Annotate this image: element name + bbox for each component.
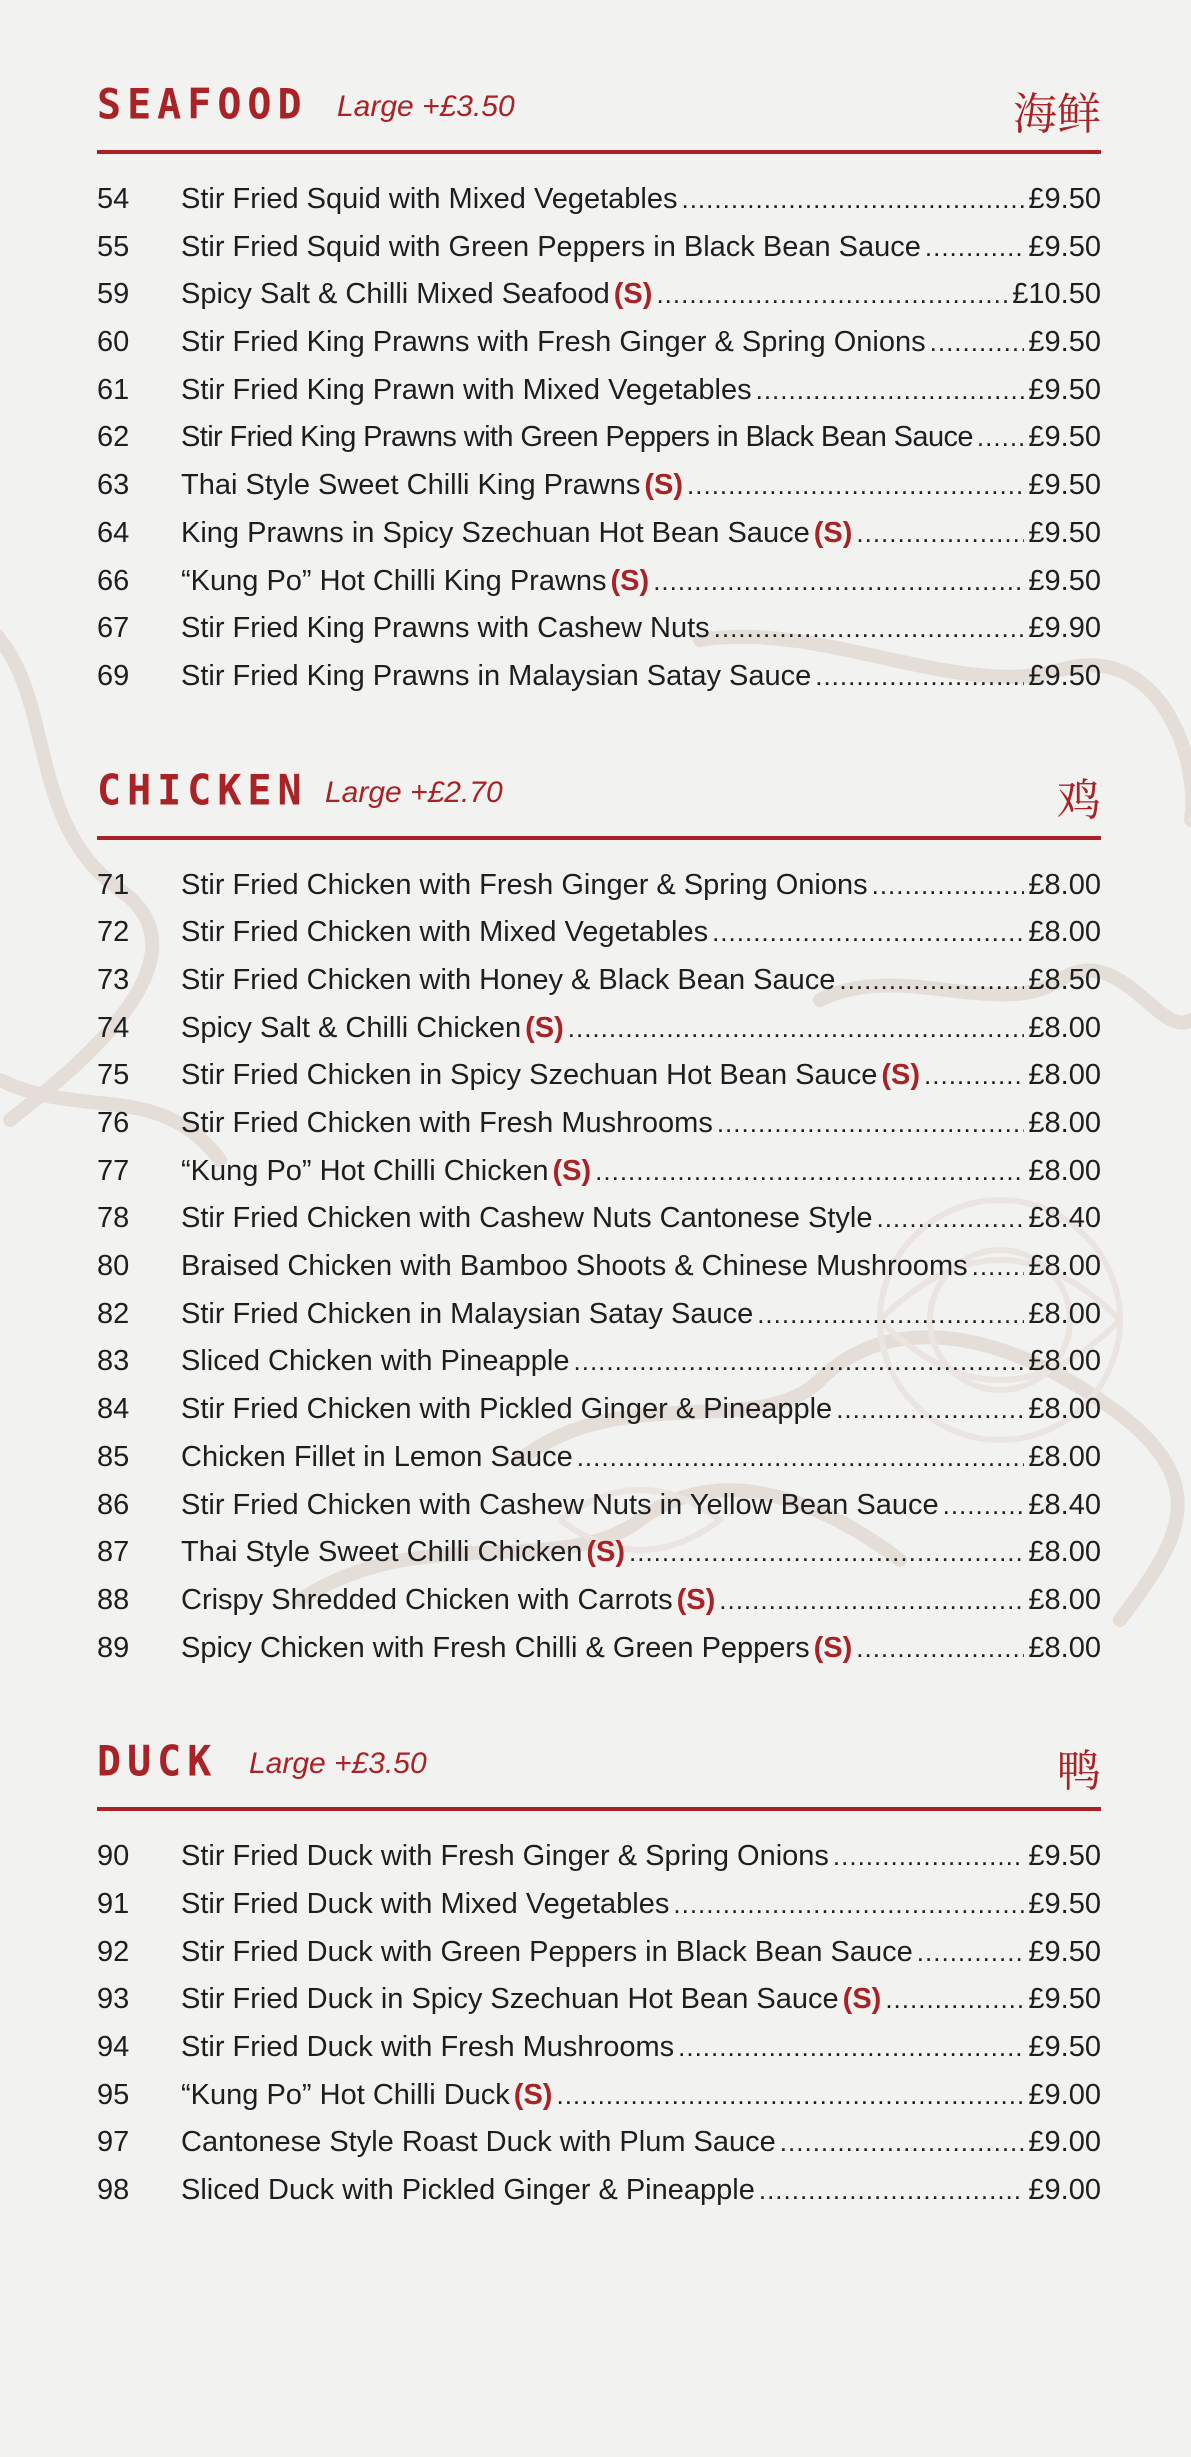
item-number: 72	[97, 916, 130, 949]
dot-leader	[815, 661, 1024, 692]
menu-item	[97, 660, 1101, 708]
menu-item	[97, 278, 1101, 326]
item-name: Stir Fried Chicken with Fresh Mushrooms	[181, 1107, 713, 1139]
menu-page	[97, 0, 1101, 2222]
item-name: Stir Fried King Prawns in Malaysian Satay Sauce	[181, 659, 812, 692]
item-name: Stir Fried Duck with Fresh Mushrooms	[181, 2031, 675, 2063]
item-number: 98	[97, 2174, 130, 2207]
item-number: 78	[97, 1202, 130, 1235]
item-number: 71	[97, 868, 130, 901]
dot-leader	[656, 279, 1008, 310]
dot-leader	[780, 2127, 1025, 2158]
item-name: Stir Fried Chicken with Pickled Ginger & Pineapple	[181, 1393, 833, 1426]
dot-leader	[977, 422, 1025, 453]
menu-item	[97, 1536, 1101, 1584]
menu-item	[97, 517, 1101, 565]
dot-leader	[719, 1585, 1024, 1616]
menu-item	[97, 1155, 1101, 1203]
item-number: 75	[97, 1059, 130, 1092]
item-price: £9.50	[1028, 469, 1101, 502]
item-number: 69	[97, 659, 130, 692]
item-price: £8.00	[1028, 1536, 1101, 1569]
item-name: Stir Fried Chicken with Cashew Nuts in Yellow Bean Sauce	[181, 1488, 939, 1521]
item-price: £9.50	[1028, 1935, 1101, 1968]
item-name: Stir Fried King Prawns with Green Peppers in Black Bean Sauce	[181, 421, 973, 454]
menu-item	[97, 2174, 1101, 2222]
item-name: Stir Fried Chicken with Cashew Nuts Cantonese Style	[181, 1202, 873, 1235]
item-name: Stir Fried Chicken with Honey & Black Bean Sauce	[181, 963, 836, 996]
dot-leader	[681, 184, 1024, 215]
item-name: Stir Fried Duck with Fresh Ginger & Spring Onions	[181, 1840, 829, 1873]
item-number: 94	[97, 2031, 130, 2063]
dot-leader	[856, 1633, 1024, 1664]
section-title: CHICKEN	[97, 766, 308, 815]
item-price: £8.00	[1028, 1393, 1101, 1426]
item-name: Stir Fried Squid with Green Peppers in Black Bean Sauce	[181, 230, 921, 263]
dot-leader	[924, 1060, 1024, 1091]
section-title: DUCK	[97, 1738, 218, 1787]
item-number: 77	[97, 1154, 130, 1187]
item-price: £9.50	[1028, 659, 1101, 692]
item-name: Thai Style Sweet Chilli Chicken	[181, 1536, 583, 1569]
item-price: £9.50	[1028, 421, 1101, 454]
item-price: £9.50	[1028, 326, 1101, 359]
menu-item	[97, 1298, 1101, 1346]
dot-leader	[714, 613, 1025, 644]
item-price: £9.00	[1028, 2126, 1101, 2159]
item-number: 59	[97, 278, 130, 311]
item-name: Sliced Duck with Pickled Ginger & Pineapple	[181, 2174, 755, 2207]
item-name: Stir Fried Duck with Mixed Vegetables	[181, 1887, 670, 1920]
item-number: 73	[97, 963, 130, 996]
item-number: 80	[97, 1250, 130, 1283]
item-number: 91	[97, 1887, 130, 1920]
dot-leader	[876, 1203, 1024, 1234]
item-price: £9.50	[1028, 183, 1101, 215]
item-price: £10.50	[1012, 278, 1101, 311]
dot-leader	[556, 2080, 1024, 2111]
section-header	[97, 1725, 1101, 1811]
item-price: £9.00	[1028, 2078, 1101, 2111]
menu-item	[97, 1936, 1101, 1984]
spicy-badge: (S)	[644, 469, 684, 502]
item-number: 55	[97, 230, 130, 263]
item-number: 74	[97, 1011, 130, 1044]
dot-leader	[925, 232, 1025, 263]
item-number: 84	[97, 1393, 130, 1426]
section-chicken	[97, 754, 1101, 1680]
item-name: Stir Fried Chicken in Malaysian Satay Sauce	[181, 1297, 754, 1330]
item-price: £8.00	[1028, 1107, 1101, 1139]
menu-item	[97, 1489, 1101, 1537]
spicy-badge: (S)	[813, 516, 853, 549]
item-number: 76	[97, 1107, 130, 1139]
dot-leader	[595, 1156, 1024, 1187]
item-number: 95	[97, 2078, 130, 2111]
item-price: £9.50	[1028, 2031, 1101, 2063]
item-name: Spicy Salt & Chilli Mixed Seafood	[181, 278, 610, 311]
item-number: 89	[97, 1631, 130, 1664]
spicy-badge: (S)	[513, 2078, 553, 2111]
item-number: 90	[97, 1840, 130, 1873]
dot-leader	[574, 1346, 1025, 1377]
menu-item	[97, 374, 1101, 422]
dot-leader	[917, 1937, 1025, 1968]
section-seafood	[97, 68, 1101, 708]
menu-item	[97, 1632, 1101, 1680]
item-name: Sliced Chicken with Pineapple	[181, 1345, 570, 1378]
spicy-badge: (S)	[586, 1536, 625, 1569]
dot-leader	[678, 2032, 1024, 2063]
item-number: 93	[97, 1983, 130, 2016]
large-price-note: Large +£2.70	[325, 775, 503, 809]
item-number: 97	[97, 2126, 130, 2159]
chinese-title: 鸡	[1057, 774, 1101, 826]
item-price: £9.50	[1028, 564, 1101, 597]
item-number: 62	[97, 421, 130, 454]
item-number: 86	[97, 1488, 130, 1521]
dot-leader	[712, 917, 1024, 948]
menu-item	[97, 1059, 1101, 1107]
item-name: Braised Chicken with Bamboo Shoots & Chinese Mushrooms	[181, 1250, 968, 1283]
item-name: Chicken Fillet in Lemon Sauce	[181, 1440, 573, 1473]
section-title: SEAFOOD	[97, 80, 308, 130]
item-price: £8.00	[1028, 1250, 1101, 1283]
item-name: Stir Fried Squid with Mixed Vegetables	[181, 183, 678, 215]
item-price: £8.00	[1028, 916, 1101, 949]
item-number: 82	[97, 1297, 130, 1330]
item-number: 66	[97, 564, 130, 597]
menu-item	[97, 1584, 1101, 1632]
menu-item	[97, 916, 1101, 964]
section-header	[97, 754, 1101, 840]
spicy-badge: (S)	[676, 1583, 716, 1616]
menu-item	[97, 2031, 1101, 2079]
item-name: “Kung Po” Hot Chilli Chicken	[181, 1154, 549, 1187]
dot-leader	[930, 327, 1025, 358]
item-number: 64	[97, 516, 130, 549]
menu-item	[97, 2079, 1101, 2127]
dot-leader	[629, 1537, 1024, 1568]
dot-leader	[756, 375, 1025, 406]
item-price: £8.00	[1028, 868, 1101, 901]
menu-item	[97, 565, 1101, 613]
spicy-badge: (S)	[525, 1011, 564, 1044]
spicy-badge: (S)	[813, 1631, 853, 1664]
chinese-title: 鸭	[1057, 1746, 1101, 1798]
item-price: £8.40	[1028, 1202, 1101, 1235]
item-price: £9.50	[1028, 1840, 1101, 1873]
dot-leader	[568, 1013, 1025, 1044]
item-price: £8.00	[1028, 1440, 1101, 1473]
menu-item	[97, 1202, 1101, 1250]
item-name: Stir Fried Chicken with Fresh Ginger & Spring Onions	[181, 868, 868, 901]
item-number: 67	[97, 612, 130, 645]
item-price: £8.00	[1028, 1011, 1101, 1044]
section-header	[97, 68, 1101, 154]
spicy-badge: (S)	[552, 1154, 592, 1187]
dot-leader	[839, 965, 1024, 996]
menu-item	[97, 964, 1101, 1012]
item-list	[97, 869, 1101, 1680]
menu-item	[97, 1888, 1101, 1936]
section-duck	[97, 1725, 1101, 2222]
dot-leader	[577, 1442, 1025, 1473]
item-name: King Prawns in Spicy Szechuan Hot Bean Sauce	[181, 516, 810, 549]
item-price: £8.00	[1028, 1297, 1101, 1330]
item-number: 88	[97, 1583, 130, 1616]
menu-item	[97, 1345, 1101, 1393]
item-price: £8.50	[1028, 963, 1101, 996]
item-price: £9.50	[1028, 1983, 1101, 2016]
item-name: Stir Fried Chicken in Spicy Szechuan Hot Bean Sauce	[181, 1059, 878, 1092]
dot-leader	[757, 1299, 1024, 1330]
item-name: Stir Fried Duck in Spicy Szechuan Hot Bean Sauce	[181, 1983, 839, 2016]
item-price: £9.50	[1028, 373, 1101, 406]
dot-leader	[673, 1889, 1024, 1920]
dot-leader	[833, 1841, 1025, 1872]
menu-item	[97, 869, 1101, 917]
item-name: Stir Fried Duck with Green Peppers in Black Bean Sauce	[181, 1935, 913, 1968]
item-price: £9.90	[1028, 612, 1101, 645]
item-list	[97, 183, 1101, 708]
item-name: Cantonese Style Roast Duck with Plum Sauce	[181, 2126, 776, 2159]
item-price: £8.00	[1028, 1059, 1101, 1092]
item-name: Stir Fried King Prawns with Cashew Nuts	[181, 612, 710, 645]
item-price: £9.00	[1028, 2174, 1101, 2207]
dot-leader	[972, 1251, 1025, 1282]
item-name: “Kung Po” Hot Chilli King Prawns	[181, 564, 607, 597]
menu-item	[97, 1840, 1101, 1888]
item-number: 60	[97, 326, 130, 359]
item-price: £8.00	[1028, 1154, 1101, 1187]
item-name: Stir Fried King Prawns with Fresh Ginger & Spring Onions	[181, 326, 926, 359]
item-number: 92	[97, 1935, 130, 1968]
dot-leader	[759, 2175, 1025, 2206]
menu-item	[97, 2126, 1101, 2174]
item-number: 63	[97, 469, 130, 502]
item-price: £9.50	[1028, 1887, 1101, 1920]
item-price: £8.00	[1028, 1583, 1101, 1616]
dot-leader	[885, 1984, 1024, 2015]
item-price: £9.50	[1028, 516, 1101, 549]
item-name: Thai Style Sweet Chilli King Prawns	[181, 469, 641, 502]
item-number: 85	[97, 1440, 130, 1473]
spicy-badge: (S)	[610, 564, 650, 597]
dot-leader	[872, 870, 1025, 901]
item-price: £8.00	[1028, 1631, 1101, 1664]
dot-leader	[653, 566, 1024, 597]
spicy-badge: (S)	[613, 278, 653, 311]
dot-leader	[687, 470, 1024, 501]
menu-item	[97, 231, 1101, 279]
menu-item	[97, 1012, 1101, 1060]
menu-item	[97, 1107, 1101, 1155]
item-name: Stir Fried King Prawn with Mixed Vegetables	[181, 373, 752, 406]
spicy-badge: (S)	[881, 1059, 921, 1092]
item-name: “Kung Po” Hot Chilli Duck	[181, 2078, 510, 2111]
dot-leader	[836, 1394, 1024, 1425]
menu-item	[97, 1250, 1101, 1298]
item-price: £8.00	[1028, 1345, 1101, 1378]
menu-item	[97, 612, 1101, 660]
large-price-note: Large +£3.50	[337, 90, 515, 123]
menu-item	[97, 1393, 1101, 1441]
large-price-note: Large +£3.50	[249, 1747, 427, 1781]
menu-item	[97, 469, 1101, 517]
menu-item	[97, 1983, 1101, 2031]
dot-leader	[717, 1108, 1025, 1139]
menu-item	[97, 421, 1101, 469]
dot-leader	[856, 518, 1024, 549]
item-number: 87	[97, 1536, 130, 1569]
item-name: Spicy Chicken with Fresh Chilli & Green Peppers	[181, 1631, 810, 1664]
menu-item	[97, 326, 1101, 374]
spicy-badge: (S)	[842, 1983, 882, 2016]
dot-leader	[943, 1490, 1025, 1521]
item-price: £9.50	[1028, 230, 1101, 263]
item-number: 61	[97, 373, 130, 406]
item-name: Stir Fried Chicken with Mixed Vegetables	[181, 916, 709, 949]
chinese-title: 海鲜	[1013, 89, 1101, 140]
item-list	[97, 1840, 1101, 2222]
item-price: £8.40	[1028, 1488, 1101, 1521]
item-number: 83	[97, 1345, 130, 1378]
item-number: 54	[97, 183, 130, 215]
menu-item	[97, 1441, 1101, 1489]
item-name: Spicy Salt & Chilli Chicken	[181, 1011, 522, 1044]
menu-item	[97, 183, 1101, 231]
item-name: Crispy Shredded Chicken with Carrots	[181, 1583, 673, 1616]
